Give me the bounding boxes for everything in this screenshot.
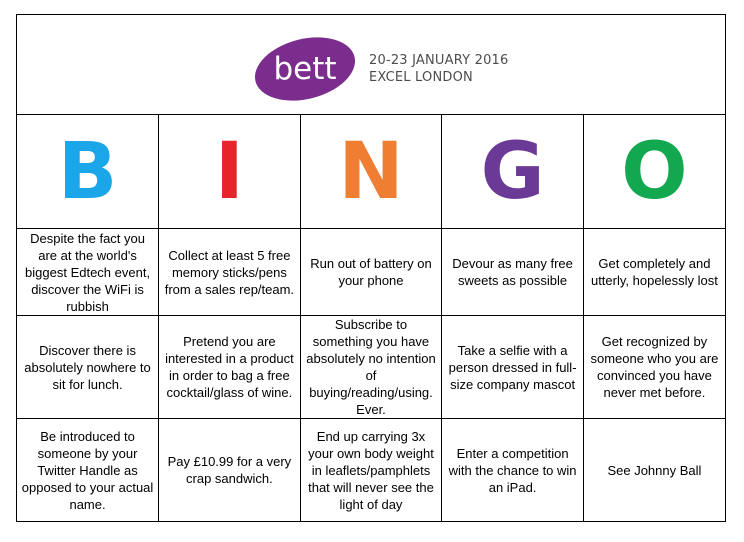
bingo-square: Pay £10.99 for a very crap sandwich. xyxy=(159,419,301,522)
bingo-row-1 xyxy=(17,229,725,316)
letter-cell xyxy=(583,115,725,229)
letter-cell xyxy=(442,115,584,229)
bingo-letter-g: G xyxy=(480,126,545,217)
bingo-row-3 xyxy=(17,419,725,522)
bingo-square: Discover there is absolutely nowhere to sit for lunch. xyxy=(17,316,159,419)
event-venue: EXCEL LONDON xyxy=(369,70,473,85)
bingo-letter-o: O xyxy=(621,126,688,217)
bingo-grid xyxy=(17,115,725,521)
bingo-square: End up carrying 3x your own body weight in leaflets/pamphlets that will never see the light of day xyxy=(300,419,442,522)
bingo-square: Collect at least 5 free memory sticks/pens from a sales rep/team. xyxy=(159,229,301,316)
bingo-letter-b: B xyxy=(57,126,118,217)
letter-cell xyxy=(300,115,442,229)
bett-logo xyxy=(253,33,357,105)
event-info xyxy=(369,52,509,86)
bingo-square: Devour as many free sweets as possible xyxy=(442,229,584,316)
bingo-card xyxy=(16,14,726,522)
bingo-square: Despite the fact you are at the world's biggest Edtech event, discover the WiFi is rubbish xyxy=(17,229,159,316)
bingo-square: See Johnny Ball xyxy=(583,419,725,522)
event-dates: 20-23 JANUARY 2016 xyxy=(369,53,509,68)
bingo-square: Be introduced to someone by your Twitter Handle as opposed to your actual name. xyxy=(17,419,159,522)
bingo-letters-row xyxy=(17,115,725,229)
header xyxy=(17,15,725,115)
bingo-square: Subscribe to something you have absolutely no intention of buying/reading/using. Ever. xyxy=(300,316,442,419)
letter-cell xyxy=(17,115,159,229)
bingo-square: Take a selfie with a person dressed in full-size company mascot xyxy=(442,316,584,419)
bingo-letter-n: N xyxy=(338,126,404,217)
svg-text:bett: bett xyxy=(273,51,337,87)
bingo-letter-i: I xyxy=(214,126,244,217)
bingo-square: Enter a competition with the chance to win an iPad. xyxy=(442,419,584,522)
bingo-square: Run out of battery on your phone xyxy=(300,229,442,316)
bingo-square: Pretend you are interested in a product in order to bag a free cocktail/glass of wine. xyxy=(159,316,301,419)
bingo-square: Get completely and utterly, hopelessly lost xyxy=(583,229,725,316)
letter-cell xyxy=(159,115,301,229)
bingo-square: Get recognized by someone who you are convinced you have never met before. xyxy=(583,316,725,419)
bingo-row-2 xyxy=(17,316,725,419)
